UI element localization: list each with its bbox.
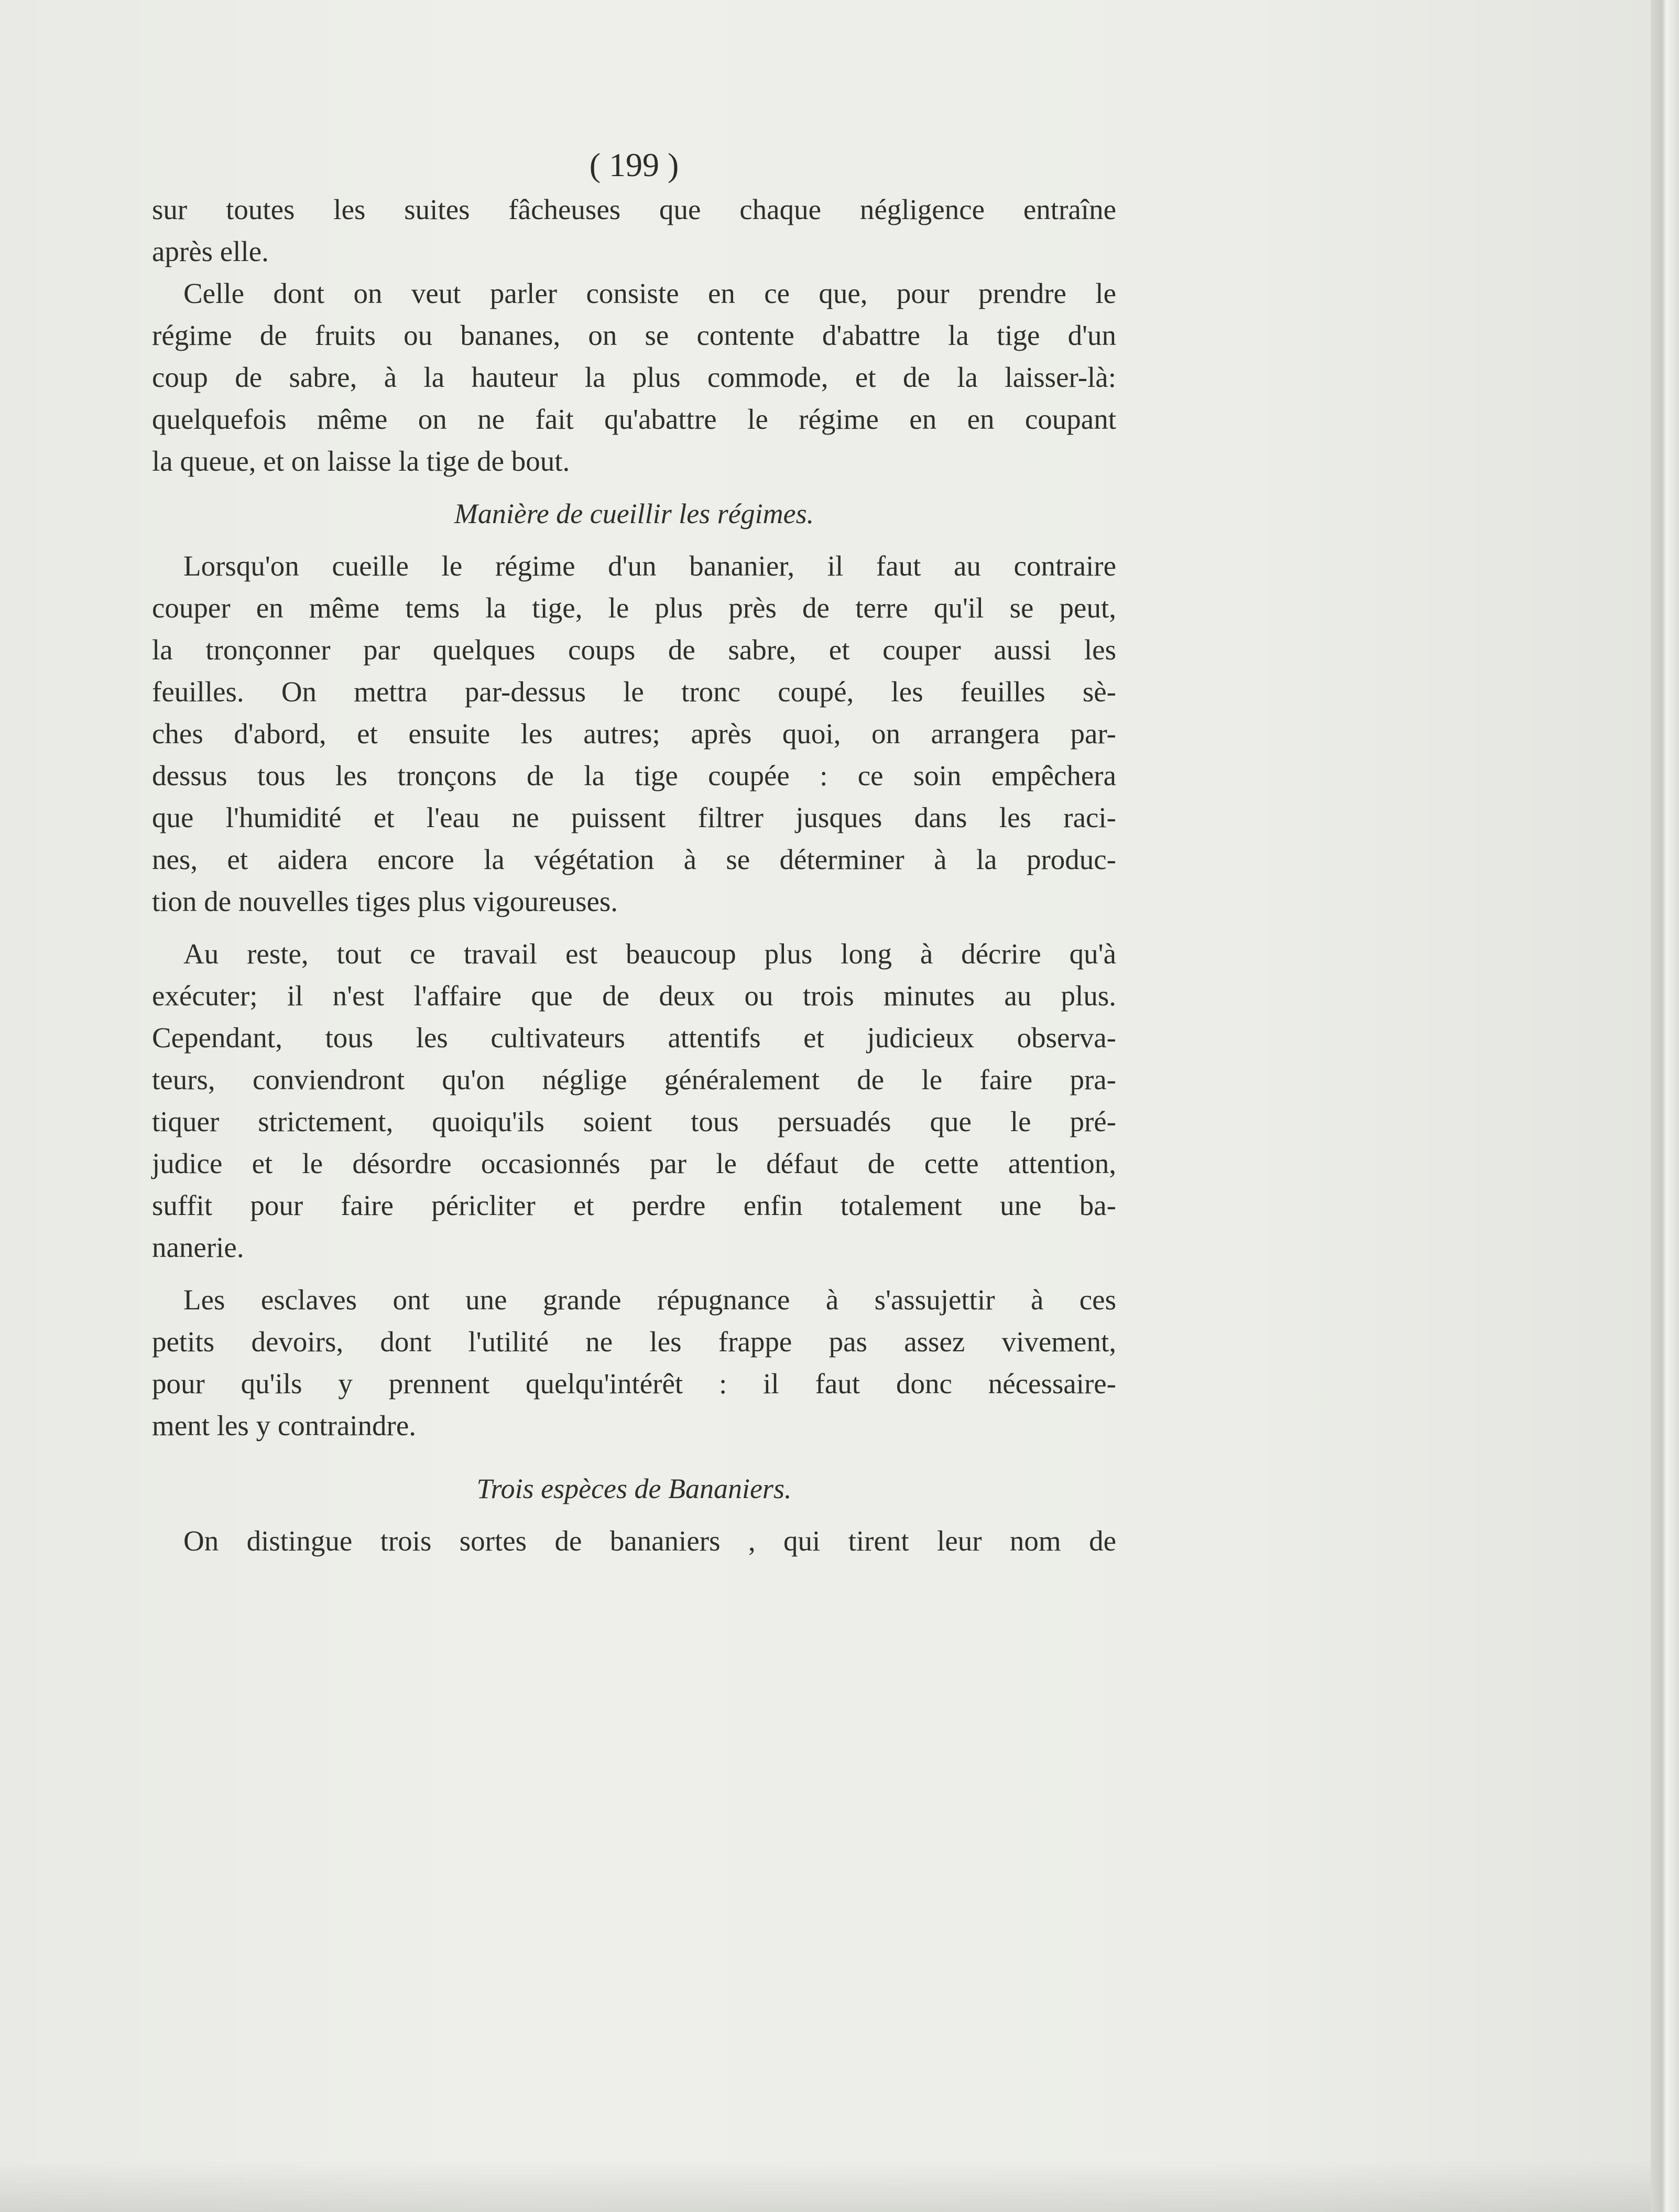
text-line: couper en même tems la tige, le plus près de terre qu'il se peut,: [152, 592, 1116, 624]
text-line: nanerie.: [152, 1231, 244, 1263]
text-line: On distingue trois sortes de bananiers , qui tirent leur nom de: [183, 1525, 1116, 1557]
text-line: nes, et aidera encore la végétation à se déterminer à la produc-: [152, 843, 1116, 875]
page-number: ( 199 ): [589, 146, 679, 183]
text-line: quelquefois même on ne fait qu'abattre le régime en en coupant: [152, 403, 1116, 435]
text-line: petits devoirs, dont l'utilité ne les frappe pas assez vivement,: [152, 1326, 1116, 1358]
text-line: coup de sabre, à la hauteur la plus commode, et de la laisser-là:: [152, 361, 1116, 393]
text-line: sur toutes les suites fâcheuses que chaque négligence entraîne: [152, 193, 1116, 225]
text-line: Cependant, tous les cultivateurs attentifs et judicieux observa-: [152, 1022, 1116, 1054]
text-line: ment les y contraindre.: [152, 1409, 416, 1441]
text-line: Celle dont on veut parler consiste en ce que, pour prendre le: [183, 277, 1116, 309]
text-line: Les esclaves ont une grande répugnance à s'assujettir à ces: [183, 1284, 1116, 1316]
text-line: judice et le désordre occasionnés par le défaut de cette attention,: [152, 1147, 1116, 1179]
text-line: teurs, conviendront qu'on néglige généralement de le faire pra-: [152, 1064, 1116, 1096]
section-heading-trois-especes: Trois espèces de Bananiers.: [476, 1473, 792, 1504]
text-line: pour qu'ils y prennent quelqu'intérêt : il faut donc nécessaire-: [152, 1368, 1116, 1400]
text-line: la queue, et on laisse la tige de bout.: [152, 445, 570, 477]
text-line: dessus tous les tronçons de la tige coupée : ce soin empêchera: [152, 760, 1116, 791]
text-line: régime de fruits ou bananes, on se contente d'abattre la tige d'un: [152, 319, 1116, 351]
text-line: la tronçonner par quelques coups de sabre, et couper aussi les: [152, 634, 1116, 666]
book-gutter-edge: [1651, 0, 1679, 2212]
text-line: tion de nouvelles tiges plus vigoureuses.: [152, 885, 618, 917]
section-heading-cueillir: Manière de cueillir les régimes.: [454, 498, 814, 529]
body-text: [152, 189, 1116, 1604]
text-line: ches d'abord, et ensuite les autres; après quoi, on arrangera par-: [152, 718, 1116, 750]
text-line: après elle.: [152, 235, 269, 267]
page-bottom-shadow: [0, 2160, 1651, 2212]
text-line: que l'humidité et l'eau ne puissent filtrer jusques dans les raci-: [152, 801, 1116, 833]
text-line: feuilles. On mettra par-dessus le tronc coupé, les feuilles sè-: [152, 676, 1116, 708]
text-line: Lorsqu'on cueille le régime d'un bananier, il faut au contraire: [183, 550, 1116, 582]
text-line: tiquer strictement, quoiqu'ils soient tous persuadés que le pré-: [152, 1105, 1116, 1137]
text-line: suffit pour faire péricliter et perdre enfin totalement une ba-: [152, 1189, 1116, 1221]
text-line: exécuter; il n'est l'affaire que de deux ou trois minutes au plus.: [152, 980, 1116, 1012]
text-line: Au reste, tout ce travail est beaucoup plus long à décrire qu'à: [183, 938, 1116, 970]
